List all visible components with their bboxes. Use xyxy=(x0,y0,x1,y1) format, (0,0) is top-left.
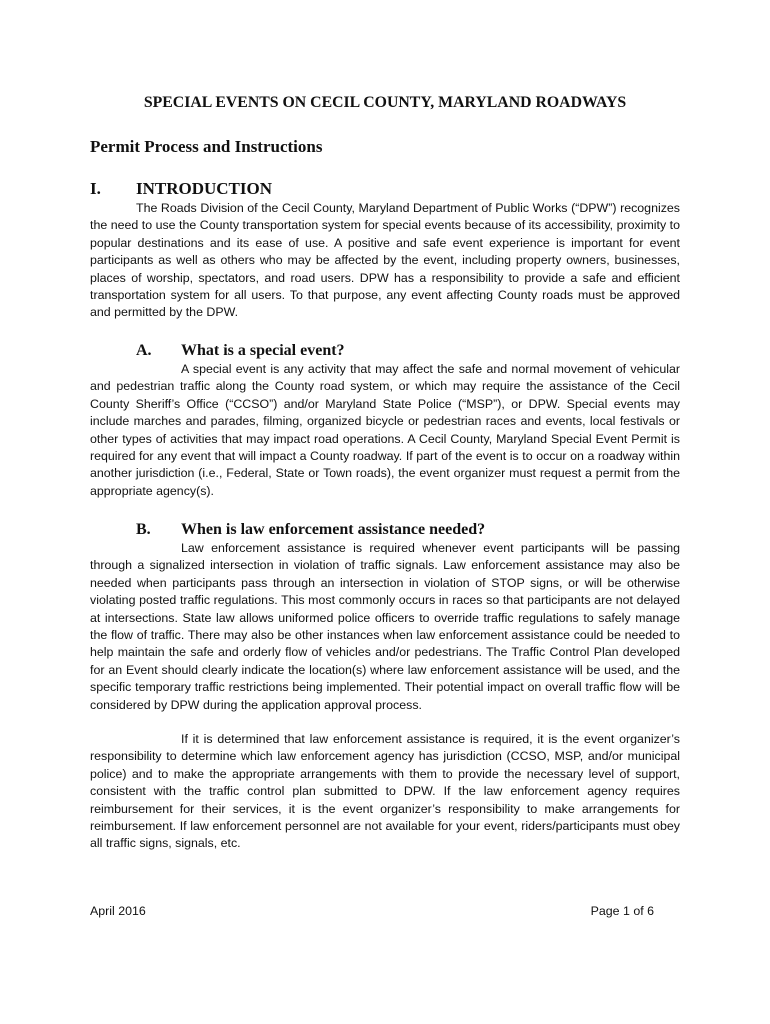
subsection-b-paragraph-1: Law enforcement assistance is required whenever event participants will be passing through a signalized intersection in violation of traffic signals. Law enforcement assistance may also be needed when participants pass through an intersection in violation of STOP signs, or will be otherwise violating posted traffic regulations. This most commonly occurs in races so that participants are not delayed at intersections. State law allows uniformed police officers to override traffic regulations to safely manage the flow of traffic. There may also be other instances when law enforcement assistance could be needed to help maintain the safe and orderly flow of vehicles and/or pedestrians. The Traffic Control Plan developed for an Event should clearly indicate the location(s) where law enforcement assistance will be used, and the specific temporary traffic restrictions being implemented. Their potential impact on overall traffic flow will be considered by DPW during the application approval process. xyxy=(90,541,680,712)
subsection-b-letter: B. xyxy=(136,521,151,538)
section-heading: INTRODUCTION xyxy=(136,179,273,198)
section-number: I. xyxy=(90,179,101,198)
subsection-a-paragraph: A special event is any activity that may affect the safe and normal movement of vehicular and pedestrian traffic along the County road system, or which may require the assistance of the Cecil County Sheriff’s Office (“CCSO”) and/or Maryland State Police (“MSP”), or DPW. Special events may include marches and parades, filming, organized bicycle or pedestrian races and events, local festivals or other types of activities that may impact road operations. A Cecil County, Maryland Special Event Permit is required for any event that will impact a County roadway. If part of the event is to occur on a roadway within another jurisdiction (i.e., Federal, State or Town roads), the event organizer must request a permit from the appropriate agency(s). xyxy=(90,362,680,498)
subsection-b-heading: When is law enforcement assistance needed? xyxy=(181,521,486,538)
document-subtitle: Permit Process and Instructions xyxy=(90,137,323,156)
introduction-paragraph: The Roads Division of the Cecil County, Maryland Department of Public Works (“DPW”) recognizes the need to use the County transportation system for special events because of its accessibility, proximity to popular destinations and its ease of use. A positive and safe event experience is important for event participants as well as others who may be affected by the event, including property owners, businesses, places of worship, spectators, and road users. DPW has a responsibility to provide a safe and efficient transportation system for all users. To that purpose, any event affecting County roads must be approved and permitted by the DPW. xyxy=(90,201,680,320)
subsection-a-letter: A. xyxy=(136,342,152,359)
document-title: SPECIAL EVENTS ON CECIL COUNTY, MARYLAND ROADWAYS xyxy=(143,94,627,111)
subsection-b-paragraph-2: If it is determined that law enforcement assistance is required, it is the event organizer’s responsibility to determine which law enforcement agency has jurisdiction (CCSO, MSP, and/or municipal police) and to make the appropriate arrangements with them to provide the necessary level of support, consistent with the traffic control plan submitted to DPW. If the law enforcement agency requires reimbursement for their services, it is the event organizer’s responsibility to make arrangements for reimbursement. If law enforcement personnel are not available for your event, riders/participants must obey all traffic signs, signals, etc. xyxy=(90,732,680,851)
footer-date: April 2016 xyxy=(90,904,146,918)
subsection-a-heading: What is a special event? xyxy=(181,342,345,359)
footer-page-number: Page 1 of 6 xyxy=(590,904,654,918)
